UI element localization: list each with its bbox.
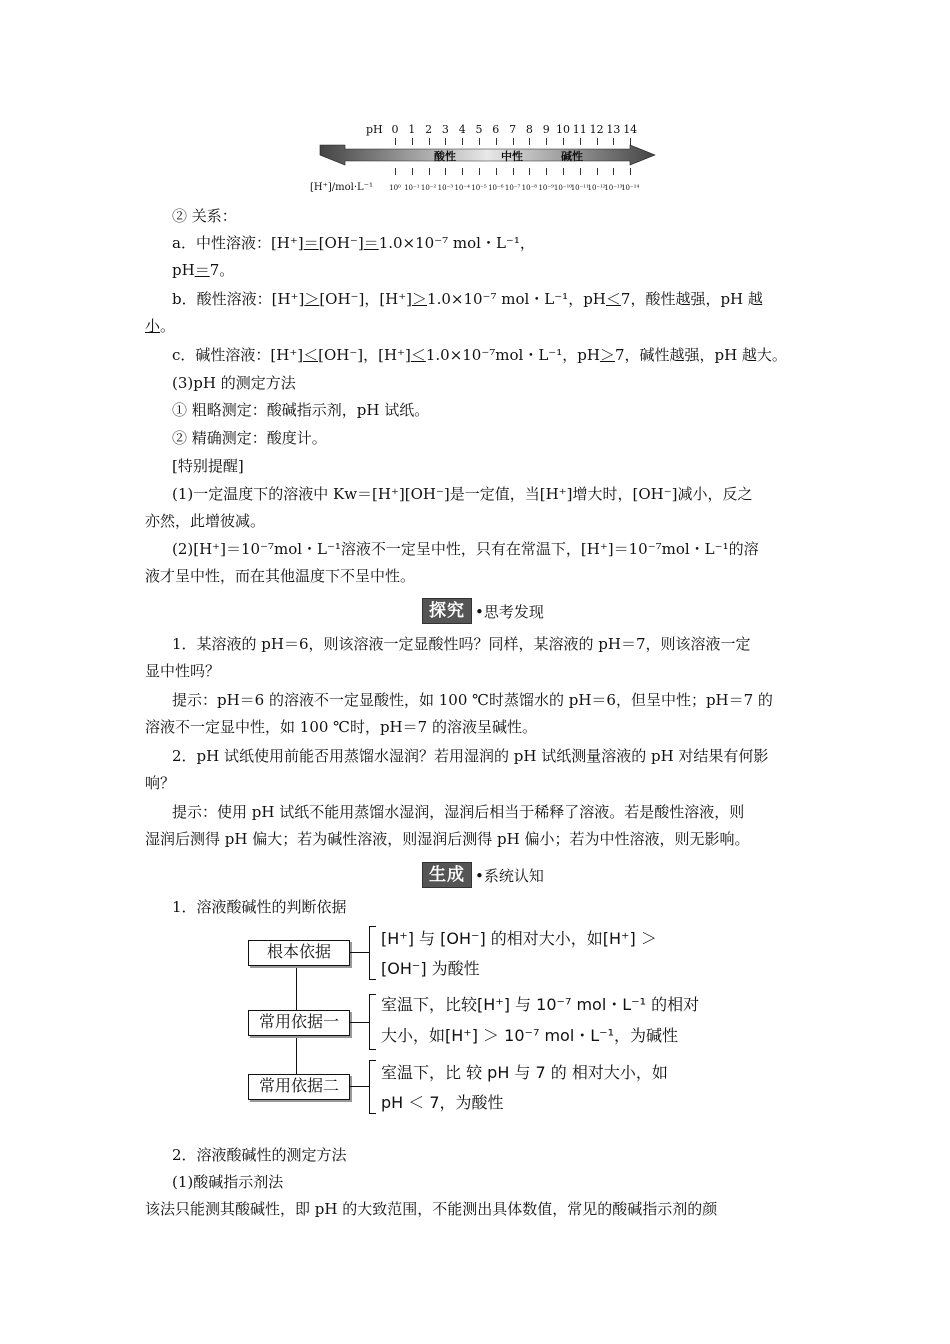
h-tick-label: 10⁻¹ <box>404 184 420 192</box>
text-span: 7。 <box>209 261 235 279</box>
h-tick-mark <box>597 168 598 175</box>
reminder-p1-line2: 亦然，此增彼减。 <box>145 512 266 530</box>
blank-answer: ＜ <box>605 290 621 308</box>
text-span: pH <box>172 261 195 279</box>
ph-tick-label: 2 <box>425 123 433 136</box>
generate-banner-box: 生成 <box>422 862 472 888</box>
section2-heading: 2．溶液酸碱性的测定方法 <box>172 1146 347 1164</box>
reminder-p1-line1: (1)一定温度下的溶液中 Kw＝[H⁺][OH⁻]是一定值，当[H⁺]增大时，[OH⁻]减小，反之 <box>172 485 753 503</box>
blank-answer: ＜ <box>303 346 319 364</box>
question2-line1: 2．pH 试纸使用前能否用蒸馏水湿润？若用湿润的 pH 试纸测量溶液的 pH 对结果有何影 <box>172 747 769 765</box>
h-tick-mark <box>496 168 497 175</box>
blank-answer: ＞ <box>412 290 428 308</box>
relation-b-line2 <box>145 316 175 336</box>
reminder-p2-line2: 液才呈中性，而在其他温度下不呈中性。 <box>145 567 416 585</box>
h-tick-mark <box>479 168 480 175</box>
criteria-box-common-2: 常用依据二 <box>248 1074 350 1100</box>
h-axis-label: [H⁺]/mol·L⁻¹ <box>310 182 373 193</box>
answer1-line1: 提示：pH＝6 的溶液不一定显酸性，如 100 ℃时蒸馏水的 pH＝6，但呈中性；pH＝7 的 <box>172 691 773 709</box>
question1-line1: 1．某溶液的 pH＝6，则该溶液一定显酸性吗？同样，某溶液的 pH＝7，则该溶液一定 <box>172 635 751 653</box>
text-span: 。 <box>160 317 176 335</box>
ph-tick-label: 9 <box>542 123 550 136</box>
measure-rough: ① 粗略测定：酸碱指示剂，pH 试纸。 <box>172 401 430 419</box>
blank-answer: ＞ <box>304 290 320 308</box>
h-tick-label: 10⁻¹² <box>587 184 606 192</box>
section1-heading: 1．溶液酸碱性的判断依据 <box>172 898 347 916</box>
h-tick-label: 10⁻⁸ <box>521 184 538 192</box>
text-span: [OH⁻]，[H⁺] <box>318 346 411 364</box>
text-span: b．酸性溶液：[H⁺] <box>172 290 305 308</box>
ph-tick-label: 14 <box>623 123 638 136</box>
connector-line <box>349 952 369 953</box>
reminder-p2-line1: (2)[H⁺]＝10⁻⁷mol・L⁻¹溶液不一定呈中性，只有在常温下，[H⁺]＝10⁻⁷mol・L⁻¹的溶 <box>172 540 759 558</box>
h-tick-mark <box>412 168 413 175</box>
explore-banner-subtitle: •思考发现 <box>475 602 544 621</box>
criteria-text-common-2-1: 室温下，比 较 pH 与 7 的 相对大小，如 <box>381 1063 668 1082</box>
ph-tick-label: 0 <box>391 123 399 136</box>
answer1-line2: 溶液不一定显中性，如 100 ℃时，pH＝7 的溶液呈碱性。 <box>145 718 537 736</box>
h-tick-label: 10⁰ <box>389 184 401 192</box>
ph-tick-label: 1 <box>408 123 416 136</box>
ph-tick-label: 11 <box>572 123 587 136</box>
h-tick-mark <box>529 168 530 175</box>
h-tick-label: 10⁻⁹ <box>538 184 554 192</box>
h-tick-mark <box>513 168 514 175</box>
generate-banner <box>422 863 544 887</box>
blank-answer: ＝ <box>363 234 379 252</box>
explore-banner-box: 探究 <box>422 598 472 624</box>
criteria-text-fundamental-1: [H⁺] 与 [OH⁻] 的相对大小，如[H⁺] ＞ <box>381 929 657 948</box>
ph-tick-label: 8 <box>525 123 533 136</box>
h-tick-label: 10⁻¹⁰ <box>553 184 573 192</box>
h-tick-label: 10⁻⁷ <box>504 184 521 192</box>
measure-precise: ② 精确测定：酸度计。 <box>172 429 327 447</box>
acid-region-label: 酸性 <box>434 150 456 163</box>
text-span: [OH⁻] <box>318 234 364 252</box>
h-tick-mark <box>462 168 463 175</box>
ph-tick-label: 4 <box>458 123 466 136</box>
section2-text: 该法只能测其酸碱性，即 pH 的大致范围，不能测出具体数值，常见的酸碱指示剂的颜 <box>145 1200 718 1218</box>
blank-answer: 小 <box>145 317 161 335</box>
h-tick-mark <box>630 168 631 175</box>
relation-b-line1 <box>172 289 763 309</box>
generate-banner-subtitle: •系统认知 <box>475 866 544 885</box>
h-tick-label: 10⁻³ <box>437 184 454 192</box>
h-tick-label: 10⁻⁶ <box>488 184 504 192</box>
h-tick-label: 10⁻¹⁴ <box>621 184 640 192</box>
text-span: a．中性溶液：[H⁺] <box>172 234 304 252</box>
ph-scale-figure <box>300 118 680 198</box>
relation-a-line1 <box>172 233 535 253</box>
h-tick-mark <box>395 168 396 175</box>
answer2-line2: 湿润后测得 pH 偏大；若为碱性溶液，则湿润后测得 pH 偏小；若为中性溶液，则无影响。 <box>145 830 750 848</box>
bracket <box>369 994 376 1050</box>
blank-answer: ＝ <box>303 234 319 252</box>
ph-tick-label: 7 <box>509 123 517 136</box>
text-span: 7，碱性越强，pH 越大。 <box>614 346 787 364</box>
h-tick-label: 10⁻⁵ <box>471 184 487 192</box>
criteria-text-common-1-2: 大小，如[H⁺] ＞ 10⁻⁷ mol・L⁻¹，为碱性 <box>381 1026 679 1045</box>
ph-arrow <box>300 144 680 166</box>
criteria-box-common-1: 常用依据一 <box>248 1010 350 1036</box>
reminder-heading: [特别提醒] <box>172 457 244 475</box>
question2-line2: 响？ <box>145 774 176 792</box>
ph-tick-label: 10 <box>556 123 570 136</box>
bracket <box>369 926 376 980</box>
question1-line2: 显中性吗？ <box>145 662 221 680</box>
section2-subheading: (1)酸碱指示剂法 <box>172 1173 284 1191</box>
text-span: 1.0×10⁻⁷mol・L⁻¹，pH <box>425 346 600 364</box>
answer2-line1: 提示：使用 pH 试纸不能用蒸馏水湿润，湿润后相当于稀释了溶液。若是酸性溶液，则 <box>172 803 745 821</box>
criteria-text-fundamental-2: [OH⁻] 为酸性 <box>381 959 480 978</box>
text-span: [OH⁻]，[H⁺] <box>319 290 413 308</box>
text-span: 1.0×10⁻⁷ mol・L⁻¹，pH <box>427 290 606 308</box>
ph-tick-label: 13 <box>606 123 621 136</box>
ph-tick-label: 3 <box>441 123 449 136</box>
h-tick-mark <box>546 168 547 175</box>
h-tick-mark <box>563 168 564 175</box>
relation-c-line <box>172 345 787 365</box>
connector-line <box>349 1022 369 1023</box>
bracket <box>369 1060 376 1114</box>
h-tick-mark <box>445 168 446 175</box>
h-tick-label: 10⁻¹¹ <box>570 184 589 192</box>
criteria-diagram <box>245 920 765 1120</box>
h-tick-label: 10⁻² <box>420 184 437 192</box>
criteria-box-fundamental: 根本依据 <box>248 940 350 966</box>
text-span: 1.0×10⁻⁷ mol・L⁻¹， <box>378 234 535 252</box>
base-region-label: 碱性 <box>561 150 583 163</box>
ph-tick-label: 12 <box>589 123 604 136</box>
blank-answer: ＜ <box>410 346 426 364</box>
connector-line <box>349 1086 369 1087</box>
neutral-region-label: 中性 <box>501 150 523 163</box>
criteria-text-common-1-1: 室温下，比较[H⁺] 与 10⁻⁷ mol・L⁻¹ 的相对 <box>381 995 700 1014</box>
ph-axis-label: pH <box>366 123 383 136</box>
relation-heading: ② 关系： <box>172 207 237 225</box>
ph-tick-label: 6 <box>492 123 500 136</box>
relation-a-line2 <box>172 260 234 280</box>
blank-answer: ＞ <box>599 346 615 364</box>
criteria-text-common-2-2: pH ＜ 7，为酸性 <box>381 1093 504 1112</box>
measure-heading: (3)pH 的测定方法 <box>172 374 296 392</box>
h-tick-label: 10⁻⁴ <box>454 184 470 192</box>
explore-banner <box>422 599 544 623</box>
h-tick-mark <box>580 168 581 175</box>
h-tick-mark <box>613 168 614 175</box>
text-span: c．碱性溶液：[H⁺] <box>172 346 304 364</box>
h-tick-label: 10⁻¹³ <box>604 184 623 192</box>
ph-tick-label: 5 <box>475 123 483 136</box>
text-span: 7，酸性越强，pH 越 <box>620 290 763 308</box>
blank-answer: ＝ <box>194 261 210 279</box>
h-tick-mark <box>429 168 430 175</box>
